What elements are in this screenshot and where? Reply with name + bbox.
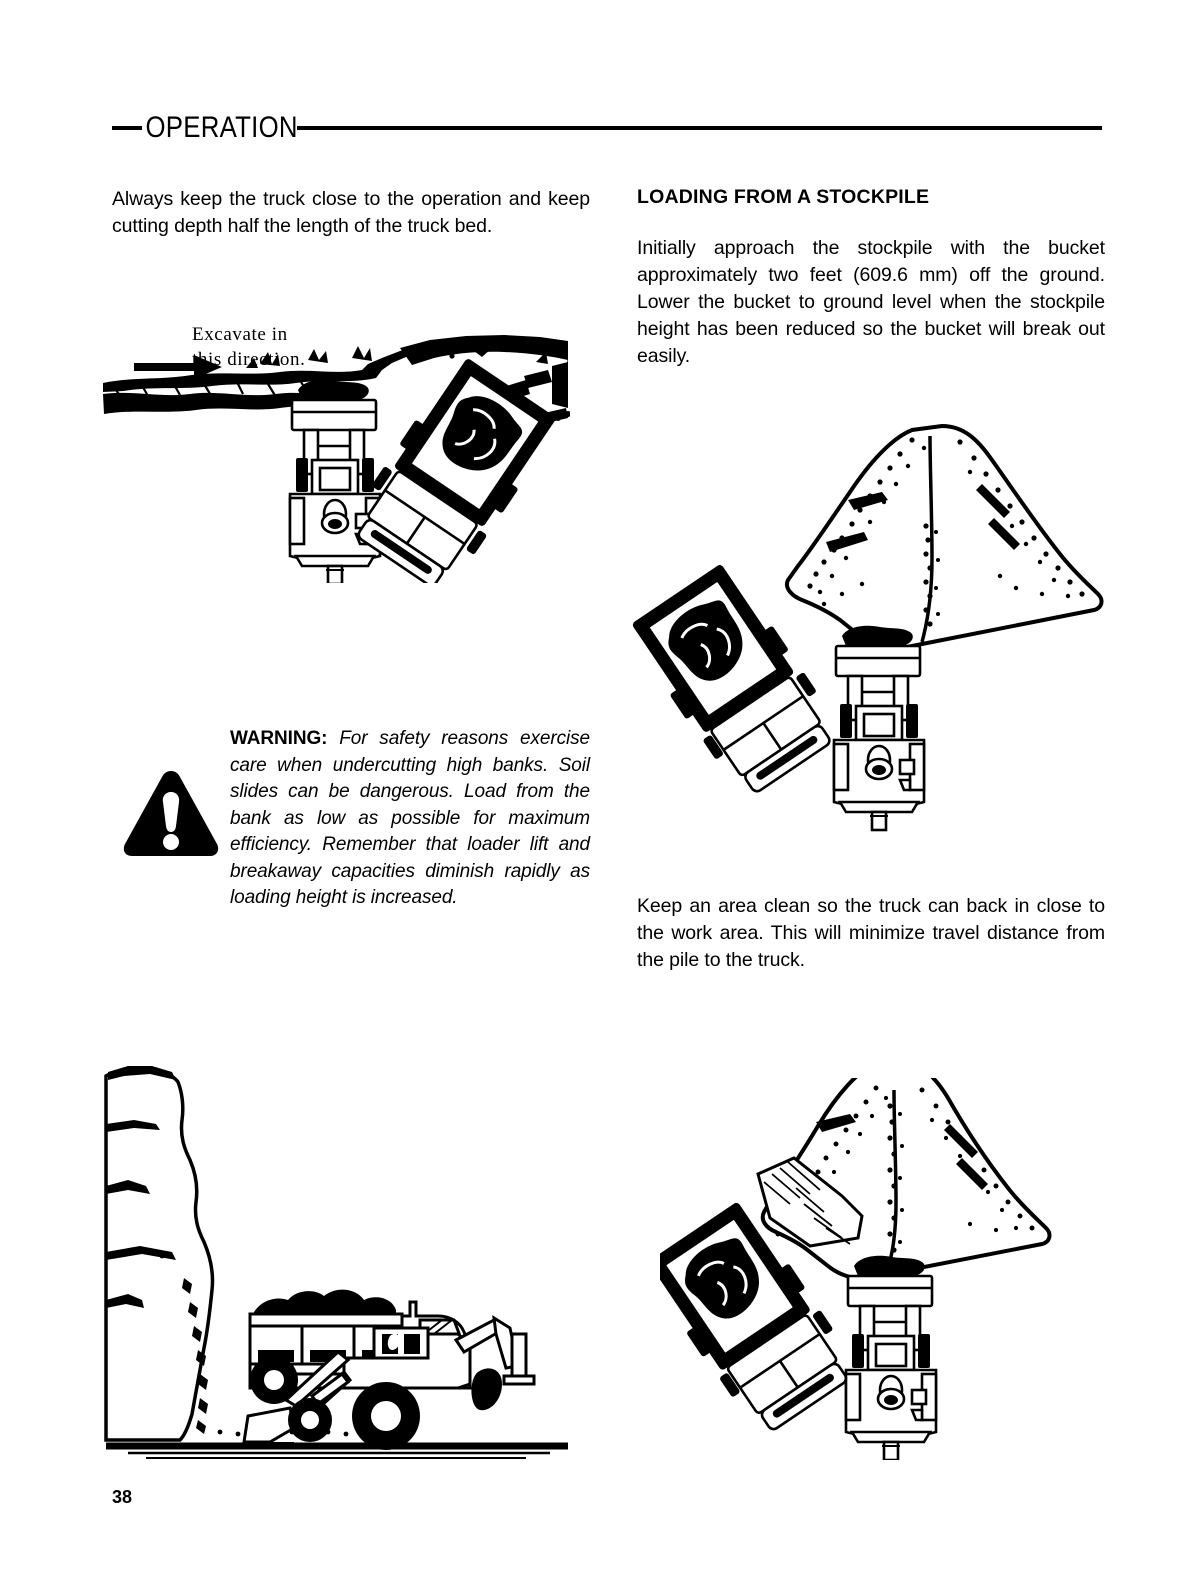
loader-topview [290,380,380,583]
warning-label: WARNING: [230,728,328,749]
header-rule-right [297,126,1102,130]
stockpile-paragraph-1: Initially approach the stockpile with the bucket approximately two feet (609.6 mm) off the ground. Lower the bucket to ground level when the stockpile height has been reduced so the bucket will break out easily. [637,237,1105,367]
callout-line-2: this direction. [192,349,306,370]
warning-block [112,726,590,912]
dump-truck-topview [343,353,563,583]
header-rule-left [112,126,142,130]
page-number: 38 [112,1487,133,1507]
left-column [112,186,590,256]
callout-excavate-direction [192,322,305,372]
right-column [637,186,1105,386]
callout-line-1: Excavate in [192,324,288,345]
loader-topview-3 [846,1256,936,1460]
loader-topview-2 [834,626,924,830]
warning-triangle-icon [121,768,221,860]
warning-body: For safety reasons exercise care when undercutting high banks. Soil slides can be dangerous. Load from the bank as low as possible for maximum efficiency. Remember that loader lift and breakaway capacities diminish rapidly as loading height is increased. [230,728,590,908]
figure-stockpile-topview-lower [660,1078,1122,1460]
warning-icon-container [112,726,230,860]
warning-message [230,726,590,912]
page-title: OPERATION [145,111,298,144]
stockpile-paragraph-2: Keep an area clean so the truck can back in close to the work area. This will minimize travel distance from the pile to the truck. [637,895,1105,971]
page-header [112,108,1102,148]
figure-bank-sideview [98,1028,580,1460]
figure-stockpile-topview [612,398,1112,853]
figure-bank-excavation-topview [100,318,570,583]
stockpile [787,426,1102,648]
right-column-lower [637,893,1105,974]
ground-lines [106,1446,568,1460]
intro-paragraph: Always keep the truck close to the operation and keep cutting depth half the length of the truck bed. [112,188,590,237]
section-heading: LOADING FROM A STOCKPILE [637,186,930,208]
